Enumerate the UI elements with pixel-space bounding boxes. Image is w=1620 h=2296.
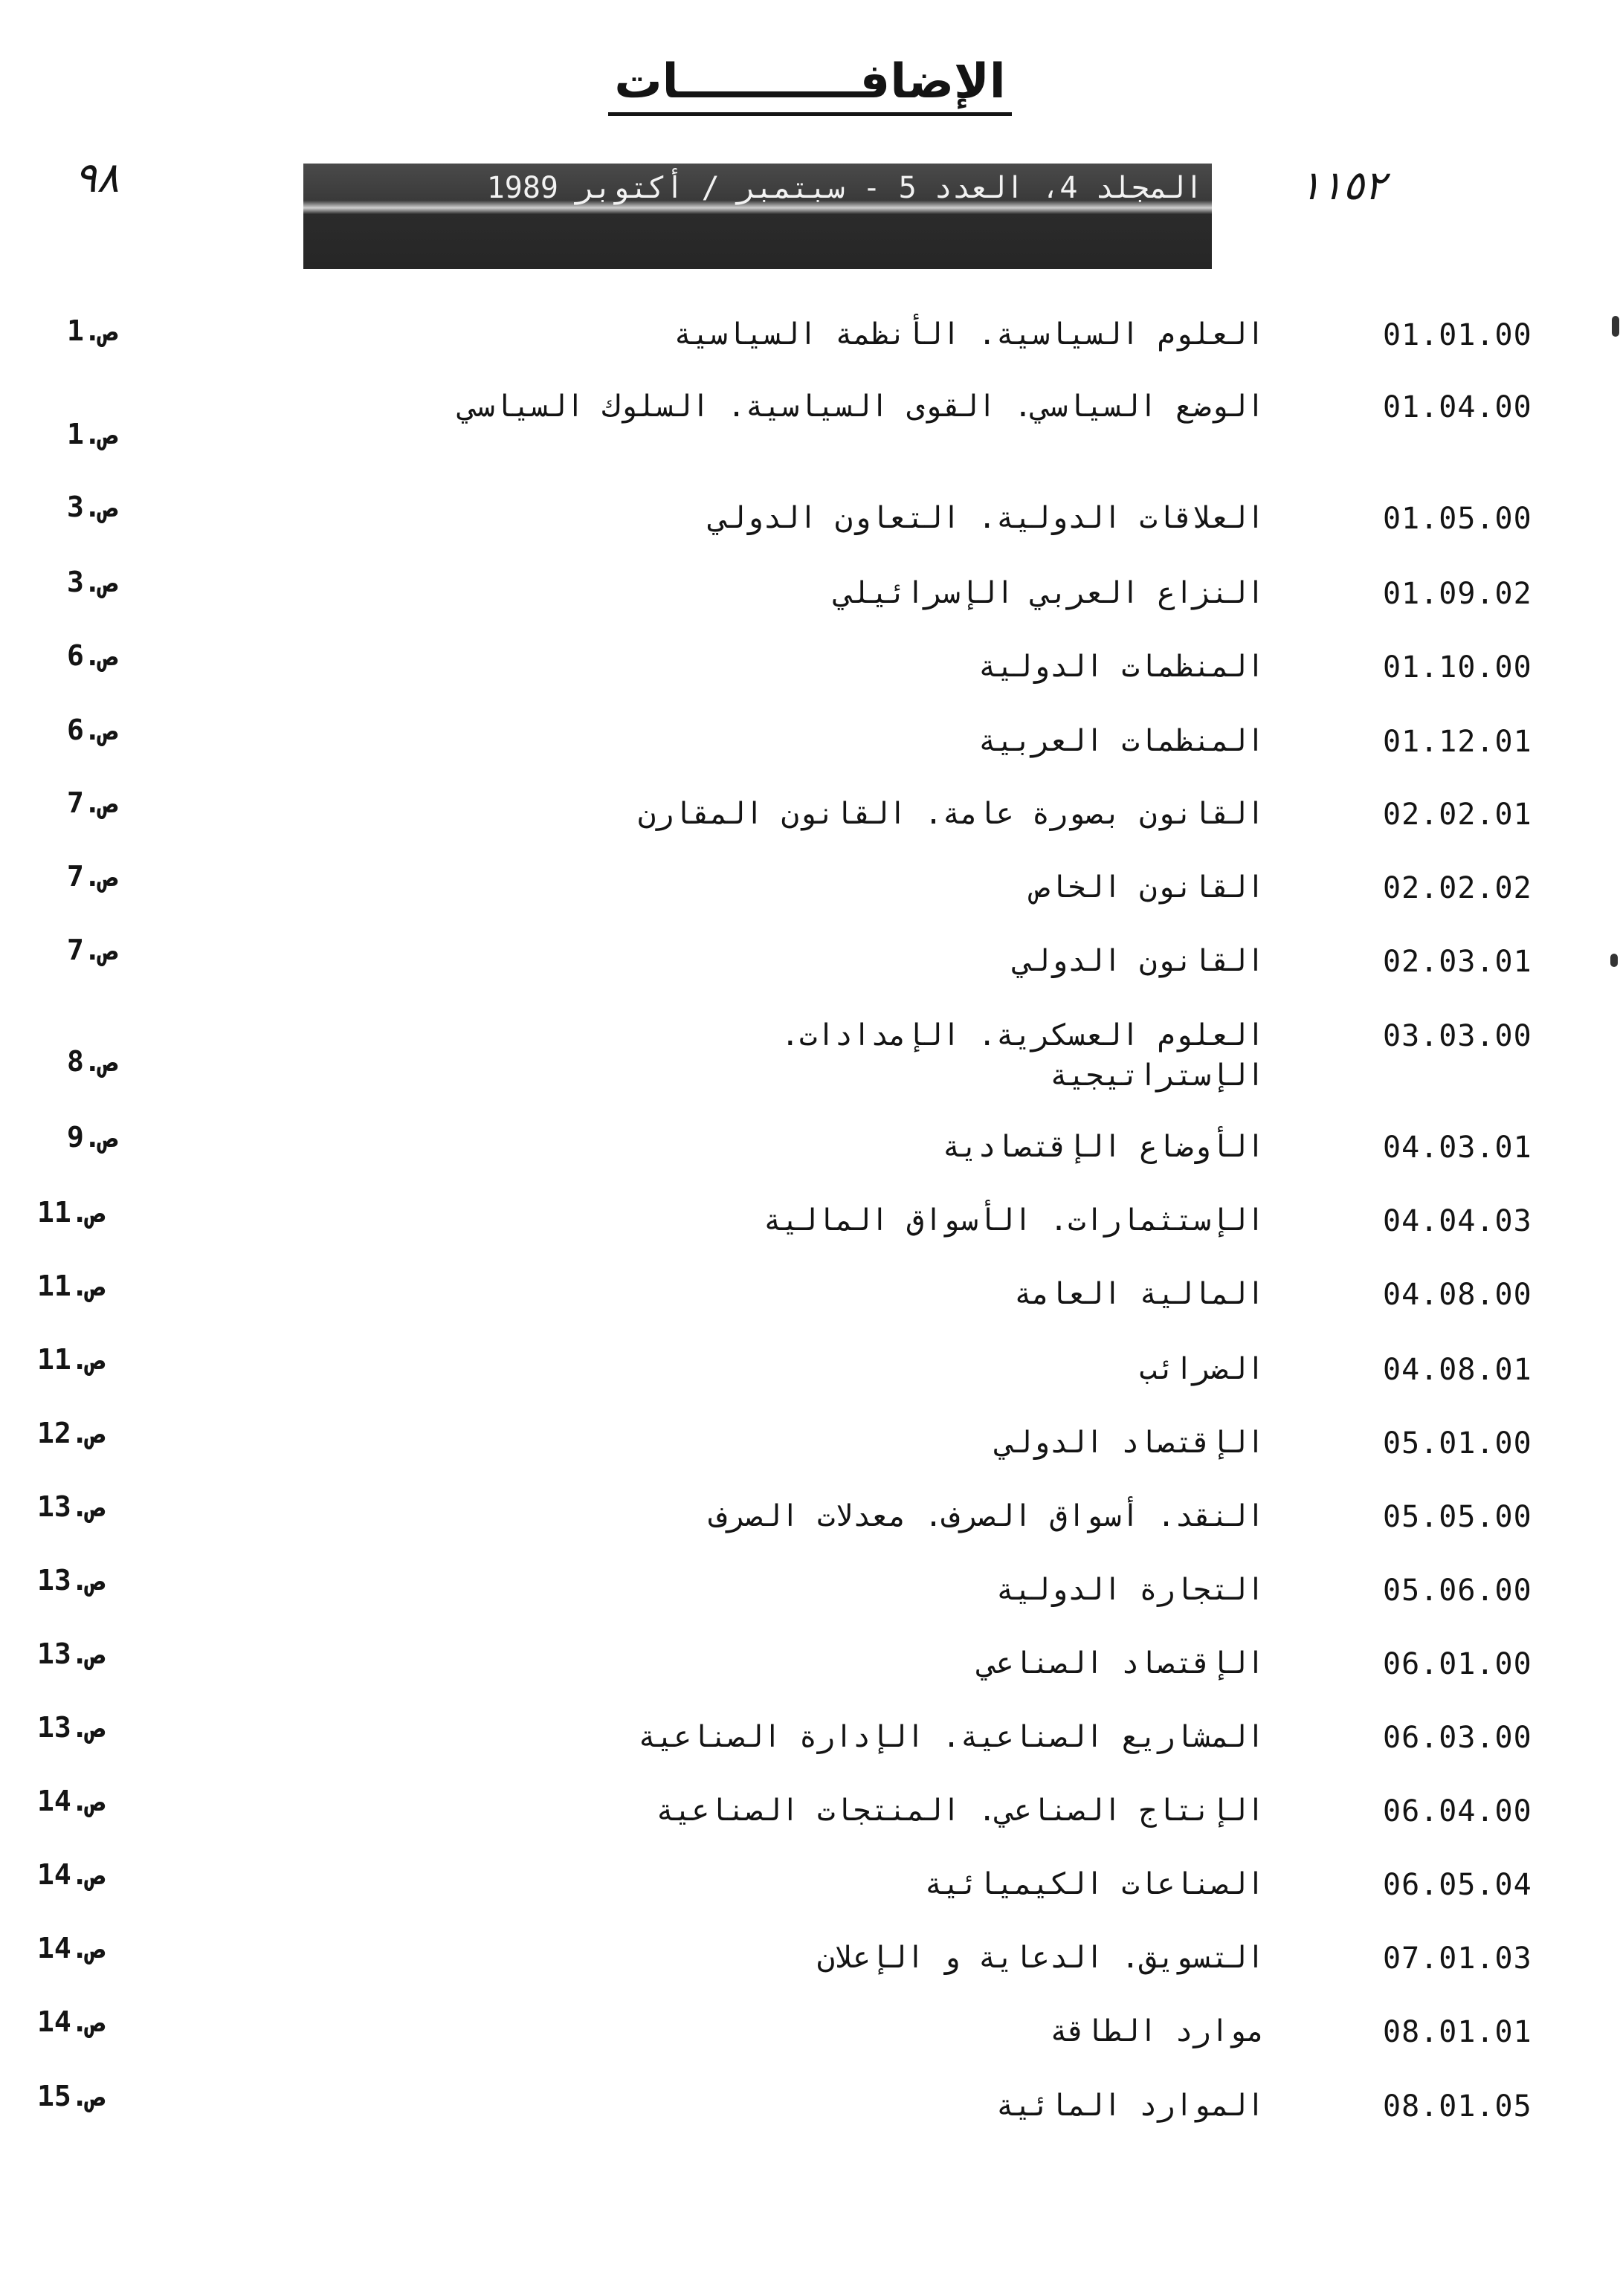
classification-code: 03.03.00 — [1383, 1019, 1532, 1053]
subject-title: الصناعات الكيميائية — [924, 1867, 1265, 1901]
subject-title: التسويق. الدعاية و الإعلان — [816, 1941, 1265, 1975]
subject-title: الوضع السياسي. القوى السياسية. السلوك السياسي — [459, 389, 1265, 424]
subject-title: العلوم العسكرية. الإمدادات. الإستراتيجية — [781, 1018, 1265, 1093]
classification-code: 08.01.05 — [1383, 2089, 1532, 2124]
classification-code: 06.04.00 — [1383, 1794, 1532, 1828]
page-reference: ص.3 — [67, 491, 118, 523]
page-reference: ص.14 — [37, 1785, 106, 1817]
page-reference: ص.12 — [37, 1417, 106, 1449]
classification-code: 01.10.00 — [1383, 650, 1532, 685]
classification-code: 02.03.01 — [1383, 945, 1532, 979]
classification-code: 08.01.01 — [1383, 2015, 1532, 2049]
subject-title: الأوضاع الإقتصادية — [942, 1130, 1265, 1164]
classification-code: 04.08.01 — [1383, 1353, 1532, 1387]
classification-code: 04.08.00 — [1383, 1278, 1532, 1312]
classification-code: 06.03.00 — [1383, 1721, 1532, 1755]
subject-title: القانون بصورة عامة. القانون المقارن — [638, 797, 1265, 831]
page-reference: ص.1 — [67, 314, 118, 347]
page-reference: ص.6 — [67, 639, 118, 672]
page-reference: ص.7 — [67, 860, 118, 893]
subject-title: العلوم السياسية. الأنظمة السياسية — [674, 317, 1265, 352]
page-reference: ص.11 — [37, 1343, 106, 1376]
page-reference: ص.13 — [37, 1564, 106, 1597]
subject-title: الإنتاج الصناعي. المنتجات الصناعية — [656, 1794, 1265, 1828]
classification-code: 02.02.01 — [1383, 798, 1532, 832]
classification-code: 07.01.03 — [1383, 1941, 1532, 1976]
subject-title: الإقتصاد الصناعي — [978, 1646, 1265, 1681]
page-reference: ص.14 — [37, 1932, 106, 1964]
subject-title: موارد الطاقة — [1050, 2014, 1265, 2048]
subject-title: المنظمات العربية — [978, 724, 1265, 758]
subject-title: المالية العامة — [1013, 1277, 1265, 1311]
subject-title: المنظمات الدولية — [978, 650, 1265, 684]
page-reference: ص.7 — [67, 786, 118, 819]
classification-code: 04.04.03 — [1383, 1204, 1532, 1238]
classification-code: 01.04.00 — [1383, 390, 1532, 424]
classification-code: 02.02.02 — [1383, 871, 1532, 905]
page-reference: ص.13 — [37, 1490, 106, 1523]
classification-code: 06.05.04 — [1383, 1868, 1532, 1902]
page-reference: ص.8 — [67, 1045, 118, 1078]
subject-title: النقد. أسواق الصرف. معدلات الصرف — [709, 1499, 1265, 1533]
issue-info: المجلد 4، العدد 5 - سبتمبر / أكتوبر 1989 — [486, 171, 1203, 205]
margin-punch-mark — [1610, 954, 1618, 967]
page-reference: ص.7 — [67, 934, 118, 966]
subject-title: الإستثمارات. الأسواق المالية — [763, 1203, 1265, 1238]
classification-code: 06.01.00 — [1383, 1647, 1532, 1681]
classification-code: 01.12.01 — [1383, 725, 1532, 759]
subject-title: الضرائب — [1139, 1352, 1265, 1386]
page-reference: ص.15 — [37, 2080, 106, 2112]
classification-code: 05.01.00 — [1383, 1426, 1532, 1461]
page-reference: ص.14 — [37, 2005, 106, 2038]
page-reference: ص.14 — [37, 1858, 106, 1891]
page-reference: ص.9 — [67, 1121, 118, 1154]
handwritten-note-right: ١١٥٢ — [1300, 162, 1387, 209]
classification-code: 01.01.00 — [1383, 318, 1532, 352]
page-reference: ص.13 — [37, 1637, 106, 1670]
handwritten-note-left: ٩٨ — [74, 154, 120, 202]
margin-punch-mark — [1612, 316, 1619, 337]
page-reference: ص.6 — [67, 714, 118, 746]
classification-code: 04.03.01 — [1383, 1131, 1532, 1165]
subject-title: النزاع العربي الإسرائيلي — [835, 576, 1265, 610]
classification-code: 05.06.00 — [1383, 1574, 1532, 1608]
page-reference: ص.1 — [67, 418, 118, 450]
classification-code: 01.05.00 — [1383, 502, 1532, 536]
classification-code: 01.09.02 — [1383, 577, 1532, 611]
page-reference: ص.11 — [37, 1196, 106, 1229]
page-title-text: الإضافـــــــــــات — [608, 54, 1011, 116]
subject-title: الموارد المائية — [995, 2089, 1265, 2123]
page-reference: ص.13 — [37, 1711, 106, 1744]
page-reference: ص.3 — [67, 566, 118, 598]
subject-title: الإقتصاد الدولي — [995, 1426, 1265, 1460]
subject-title: المشاريع الصناعية. الإدارة الصناعية — [638, 1720, 1265, 1754]
classification-code: 05.05.00 — [1383, 1500, 1532, 1534]
subject-title: العلاقات الدولية. التعاون الدولي — [709, 501, 1265, 535]
page-reference: ص.11 — [37, 1270, 106, 1302]
subject-title: القانون الدولي — [1013, 944, 1265, 978]
subject-title: القانون الخاص — [1031, 870, 1265, 905]
subject-title: التجارة الدولية — [995, 1573, 1265, 1607]
